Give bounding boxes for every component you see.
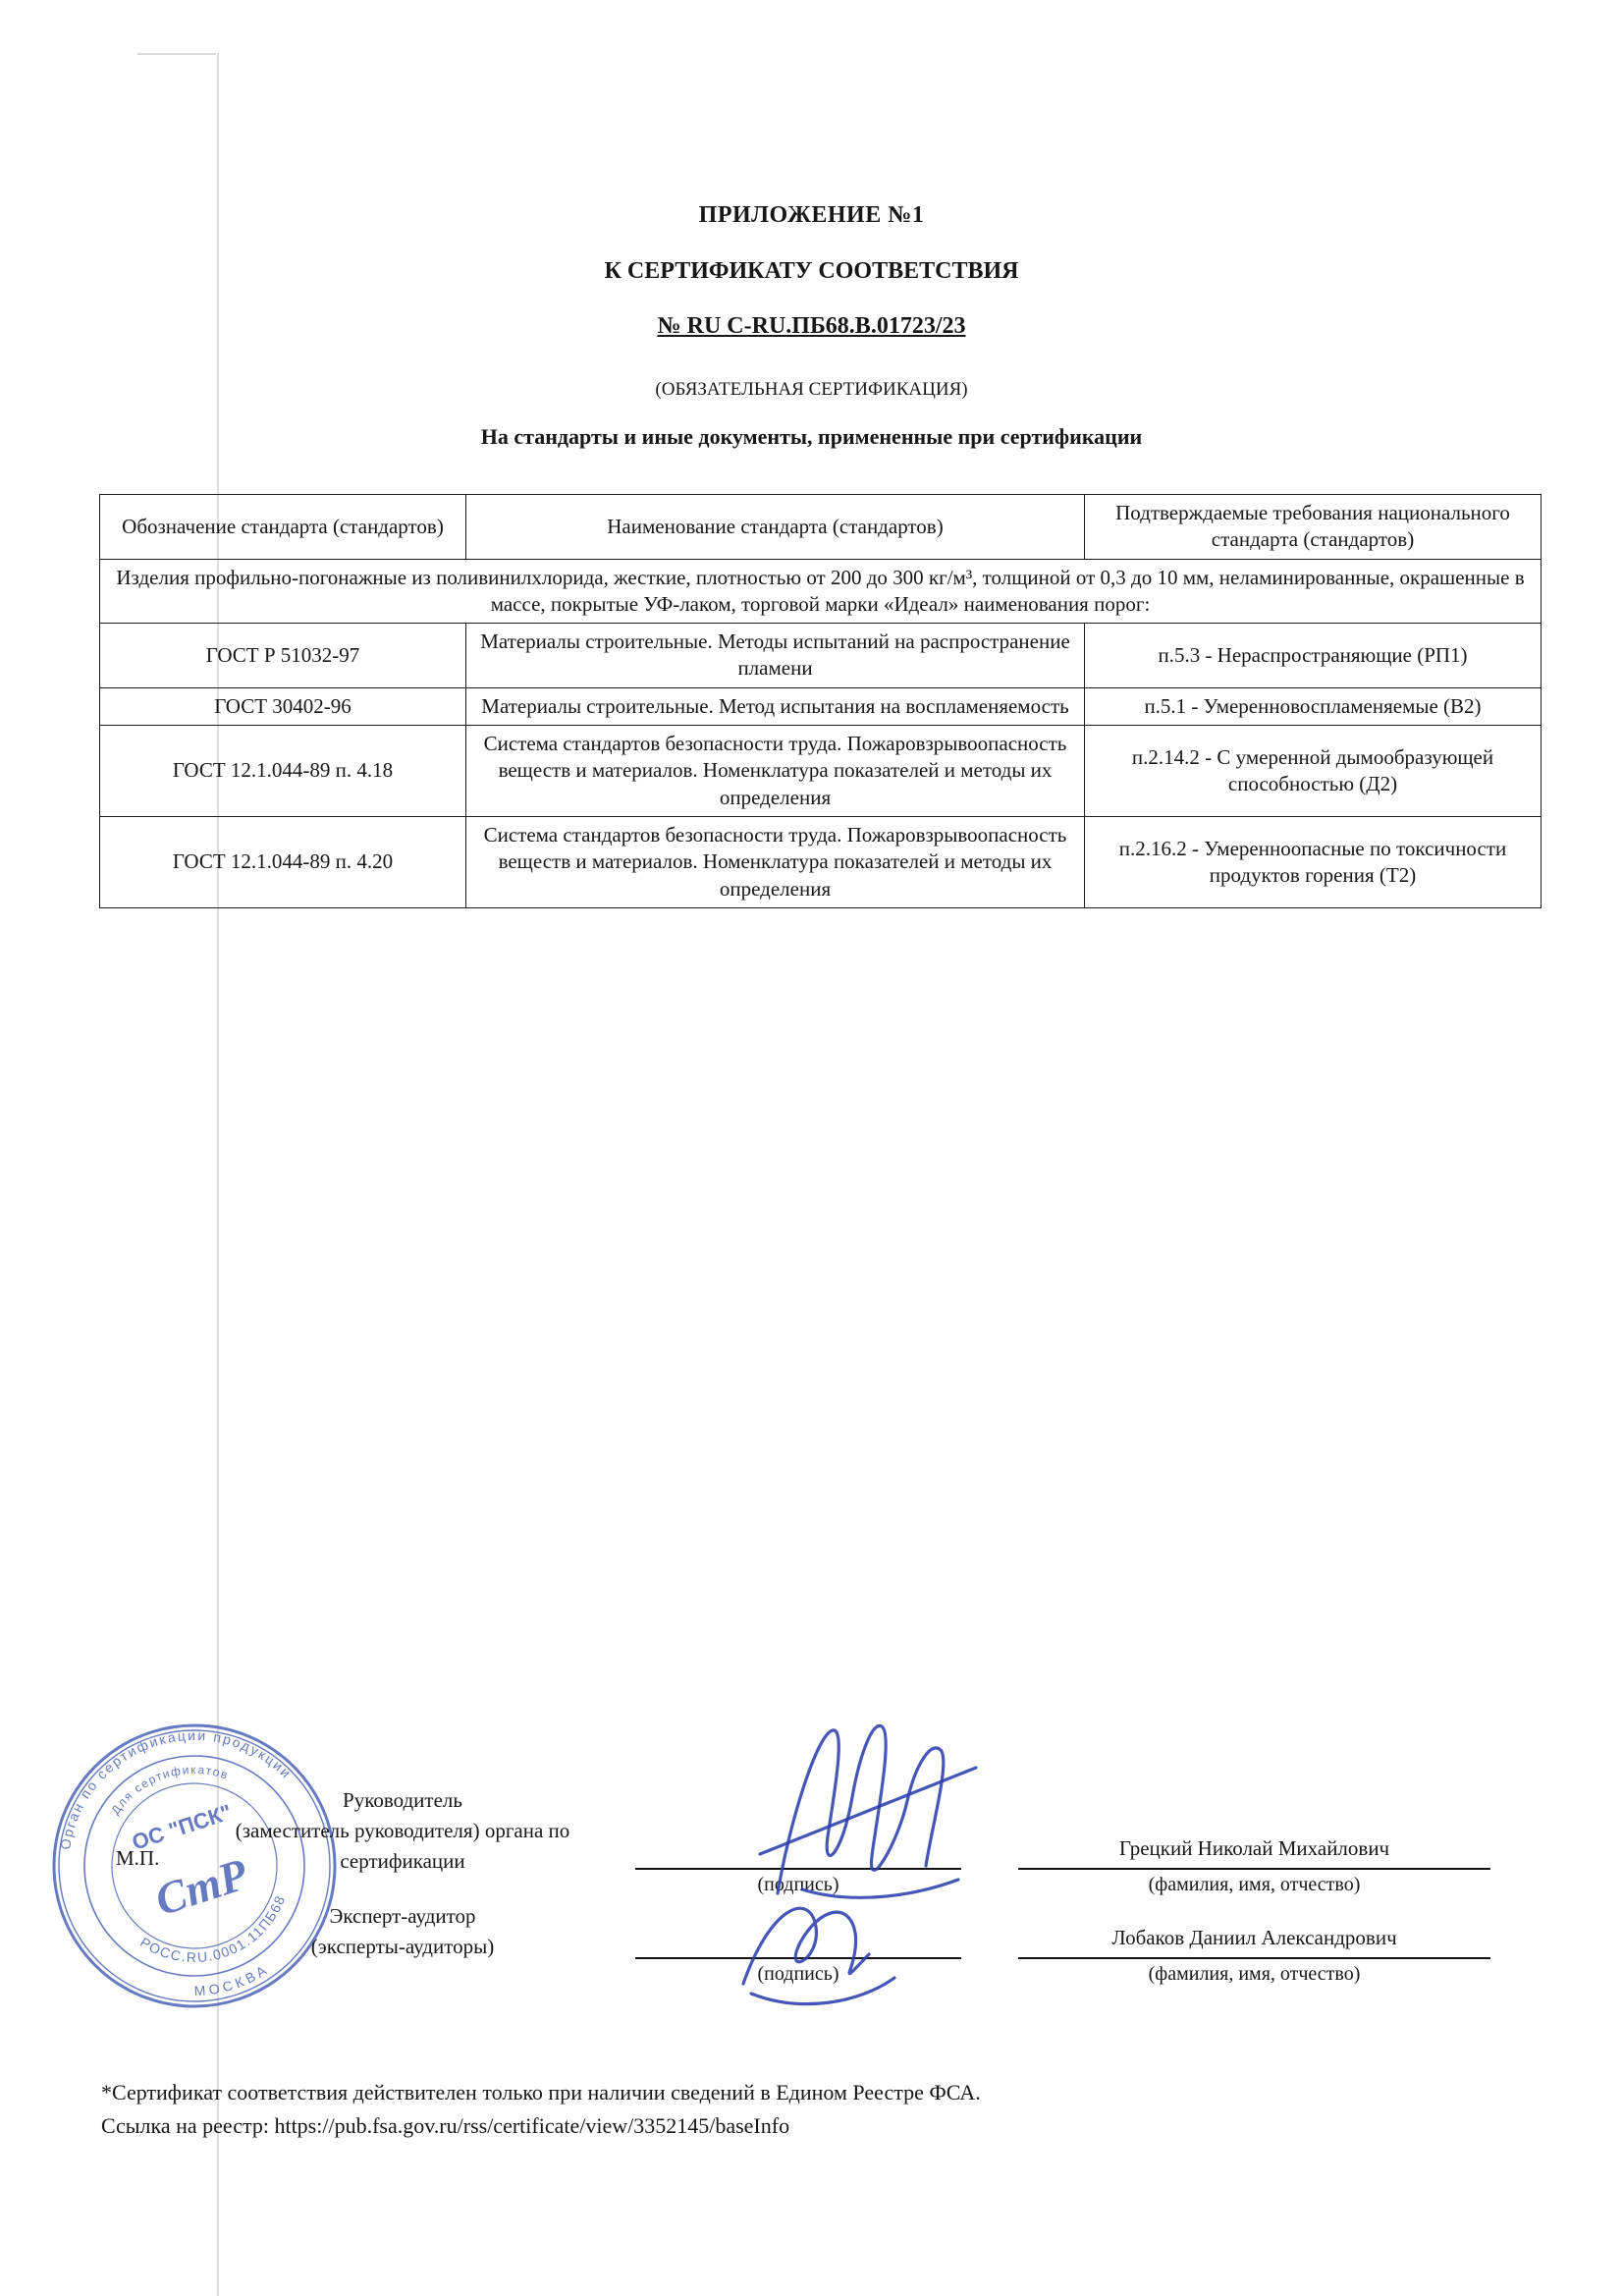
table-row [100,726,1542,817]
table-row [100,816,1542,907]
head-role-line: (заместитель руководителя) органа по [235,1819,570,1842]
standard-cell: ГОСТ 12.1.044-89 п. 4.18 [100,726,466,817]
fio-caption: (фамилия, имя, отчество) [1148,1963,1361,1985]
standard-name-cell: Система стандартов безопасности труда. Пожаровзрывоопасность веществ и материалов. Номенклатура показателей и методы их определения [466,816,1085,907]
certificate-number [0,313,1623,340]
header-standard-designation: Обозначение стандарта (стандартов) [100,495,466,560]
stamp-inner-top-text: Для сертификатов [108,1762,231,1818]
requirements-cell: п.5.1 - Умеренновоспламеняемые (В2) [1085,687,1542,725]
svg-text:МОСКВА [189,1959,274,2005]
footer-validity-note: *Сертификат соответствия действителен только при наличии сведений в Едином Реестре ФСА. [101,2080,981,2105]
standards-subtitle: На стандарты и иные документы, примененные при сертификации [480,424,1143,449]
header-confirmed-requirements: Подтверждаемые требования национального стандарта (стандартов) [1085,495,1542,560]
footer-registry-link: Ссылка на реестр: https://pub.fsa.gov.ru/rss/certificate/view/3352145/baseInfo [101,2113,790,2138]
table-header-row [100,495,1542,560]
header-standard-name: Наименование стандарта (стандартов) [466,495,1085,560]
annex-title: ПРИЛОЖЕНИЕ №1 [698,202,925,228]
scan-artifact-horizontal [137,53,216,55]
standard-name-cell: Материалы строительные. Методы испытаний на распространение пламени [466,624,1085,688]
head-name: Грецкий Николай Михайлович [1118,1836,1390,1860]
stamp-monogram: СтР [148,1848,254,1926]
expert-handwritten-signature [722,1884,908,2011]
table-row [100,624,1542,688]
certificate-title: К СЕРТИФИКАТУ СООТВЕТСТВИЯ [604,258,1019,284]
standard-cell: ГОСТ 30402-96 [100,687,466,725]
product-description-row [100,559,1542,624]
standard-cell: ГОСТ Р 51032-97 [100,624,466,688]
certificate-number-text: № RU C-RU.ПБ68.В.01723/23 [657,313,966,339]
head-handwritten-signature [748,1707,984,1913]
head-role-label [196,1785,609,1877]
fio-caption: (фамилия, имя, отчество) [1148,1874,1361,1895]
requirements-cell: п.2.14.2 - С умеренной дымообразующей способностью (Д2) [1085,726,1542,817]
stamp-city: МОСКВА [193,1960,273,1999]
standard-name-cell: Система стандартов безопасности труда. Пожаровзрывоопасность веществ и материалов. Номенклатура показателей и методы их определения [466,726,1085,817]
certification-type: (ОБЯЗАТЕЛЬНАЯ СЕРТИФИКАЦИЯ) [655,379,968,400]
requirements-cell: п.2.16.2 - Умеренноопасные по токсичности продуктов горения (Т2) [1085,816,1542,907]
signature-caption: (подпись) [757,1874,839,1895]
expert-name: Лобаков Даниил Александрович [1111,1926,1397,1949]
expert-role-label [196,1901,609,1962]
product-description: Изделия профильно-погонажные из поливинилхлорида, жесткие, плотностью от 200 до 300 кг/м³, толщиной от 0,3 до 10 мм, неламинированные, окрашенные в массе, покрытые УФ-лаком, торговой марки «Идеал» наименования порог: [100,559,1542,624]
standard-cell: ГОСТ 12.1.044-89 п. 4.20 [100,816,466,907]
stamp-org-name: ОС "ПСК" [129,1799,236,1855]
stamp-outer-top-text: Орган по сертификации продукции [57,1726,296,1851]
head-role-line: Руководитель [343,1788,462,1812]
stamp-reg-number: РОСС.RU.0001.11ПБ68 [137,1892,289,1966]
head-role-line: сертификации [340,1849,465,1873]
standard-name-cell: Материалы строительные. Метод испытания на воспламеняемость [466,687,1085,725]
expert-role-line: Эксперт-аудитор [329,1904,476,1928]
stamp-place-label: М.П. [116,1846,160,1870]
head-name-line [1018,1868,1490,1870]
expert-role-line: (эксперты-аудиторы) [310,1935,495,1958]
table-row [100,687,1542,725]
requirements-cell: п.5.3 - Нераспространяющие (РП1) [1085,624,1542,688]
standards-table [99,494,1542,908]
expert-name-line [1018,1957,1490,1959]
signature-caption: (подпись) [757,1963,839,1985]
